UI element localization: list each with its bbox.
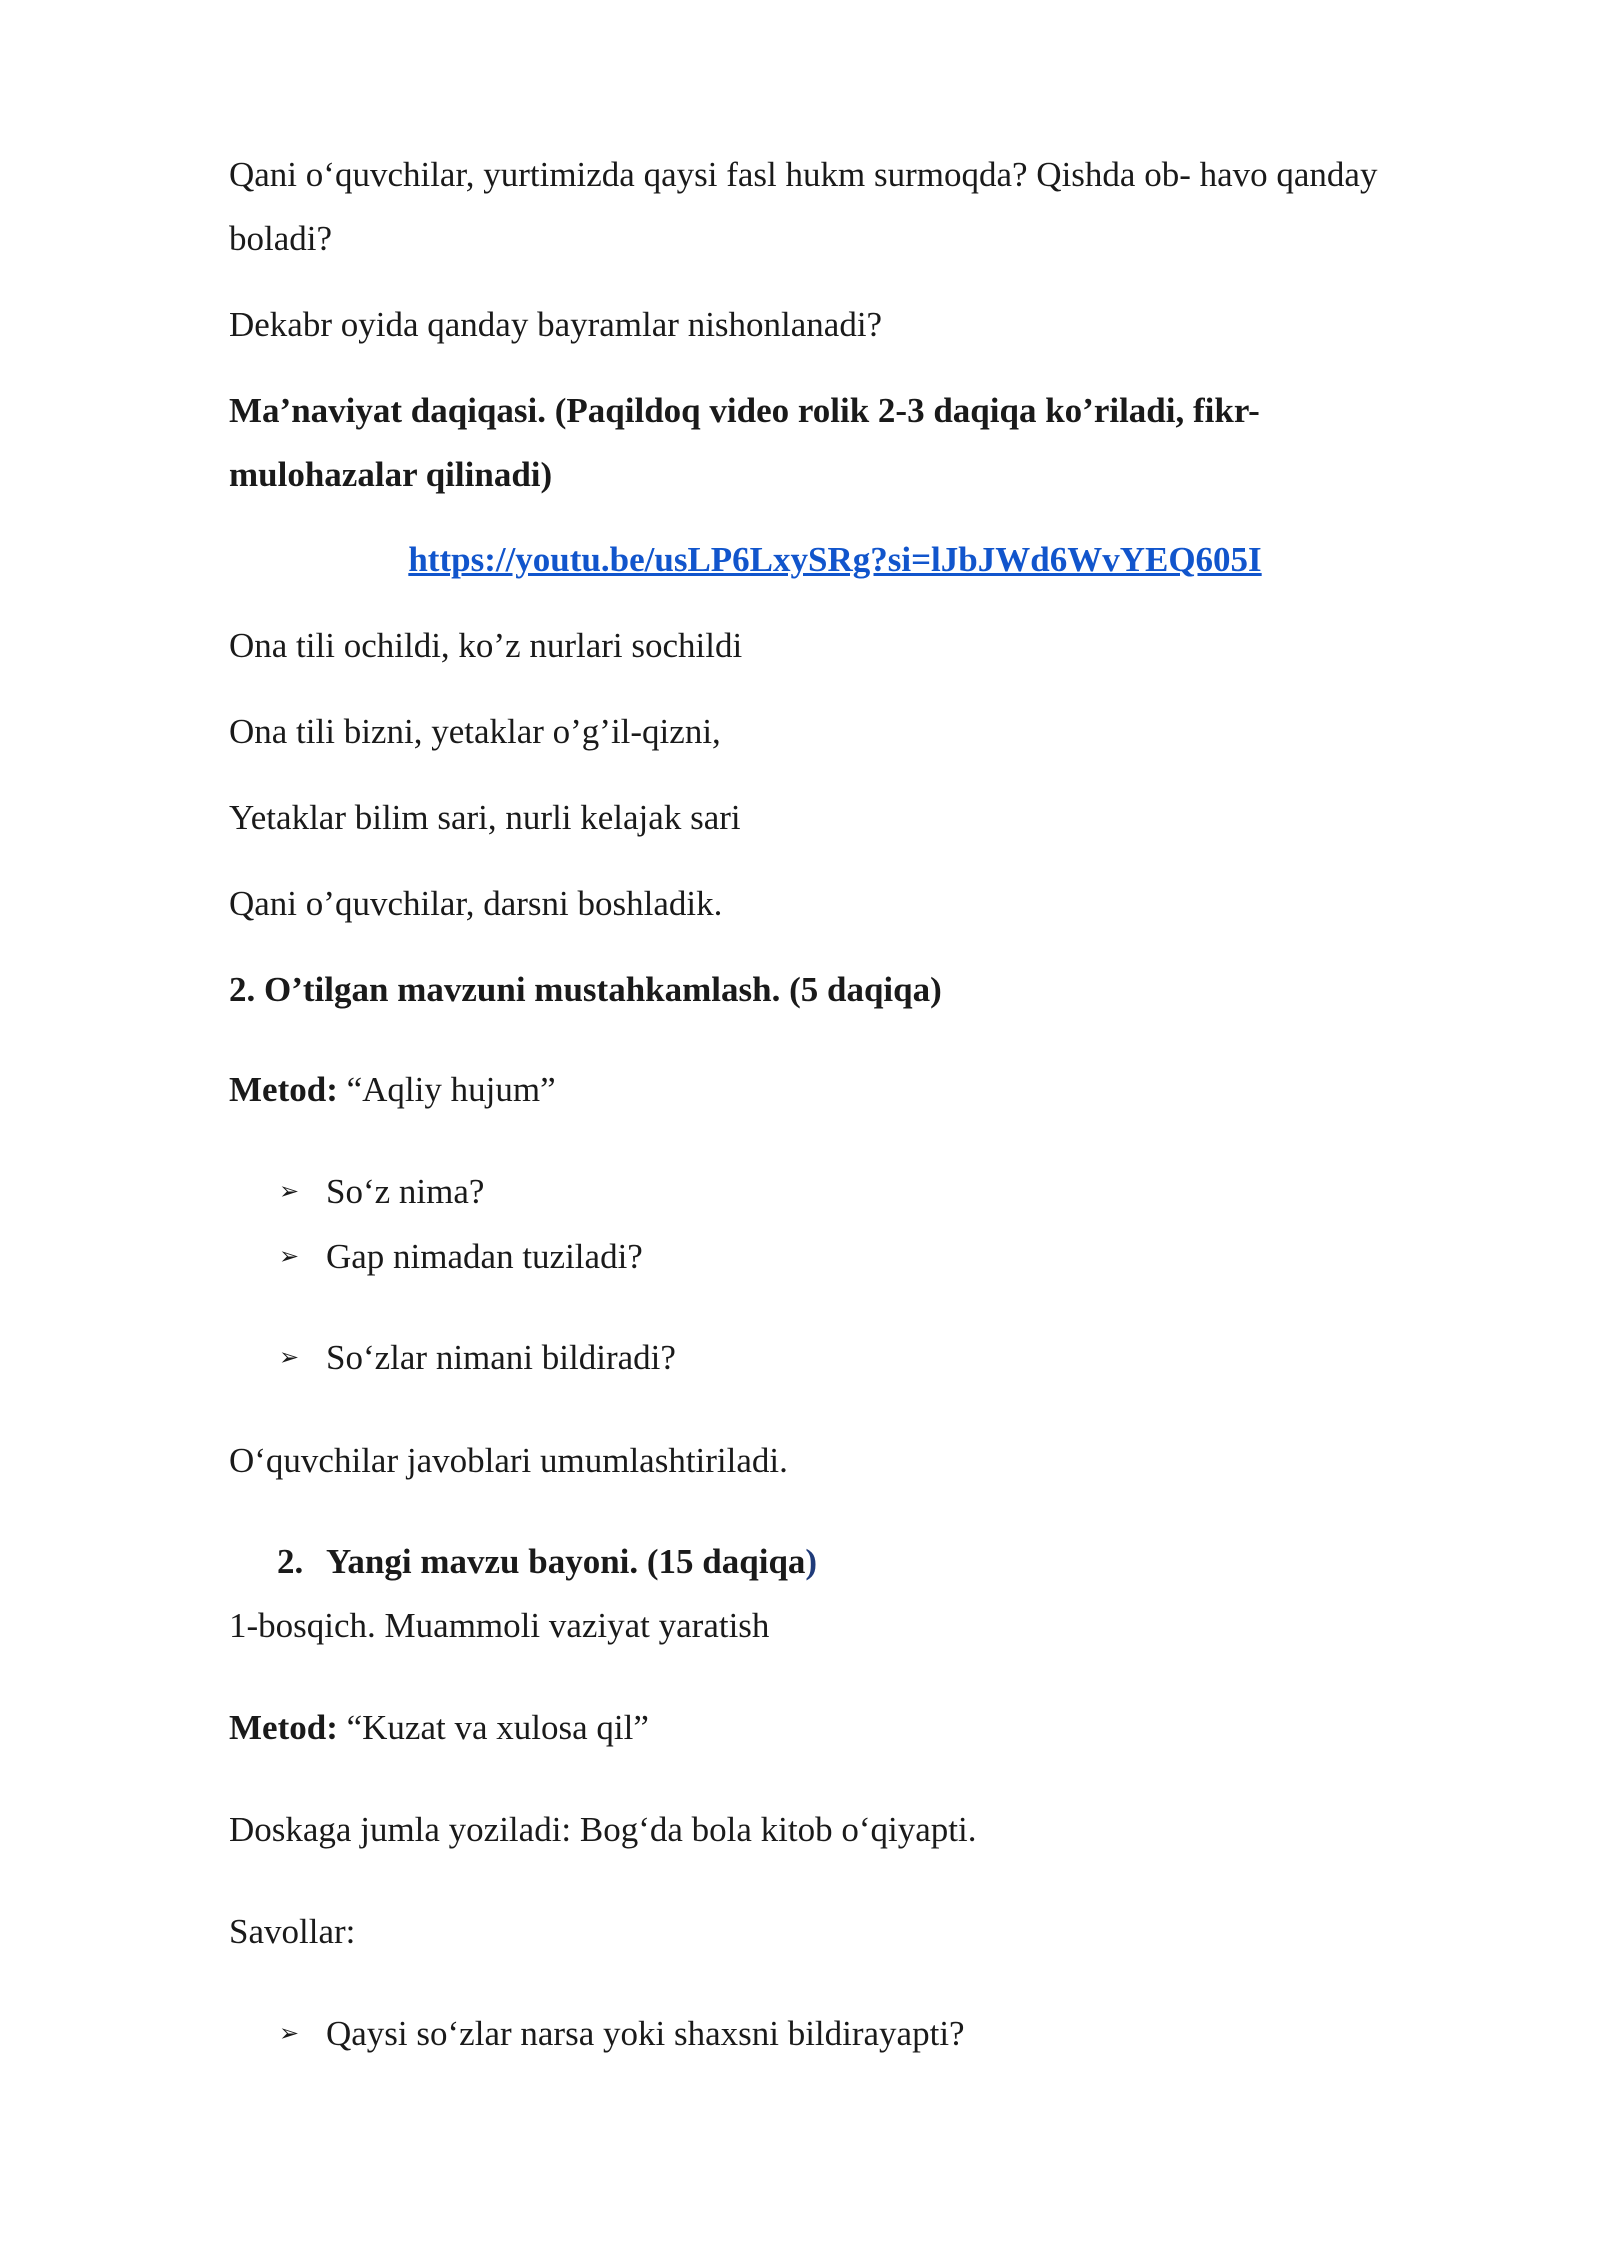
method-2 (229, 1708, 649, 1748)
question-1-3: So‘zlar nimani bildiradi? (326, 1338, 676, 1377)
question-1-1: So‘z nima? (326, 1172, 485, 1211)
bullet-icon: ➢ (279, 2021, 300, 2047)
section-3-close-paren: ) (805, 1542, 818, 1581)
bullet-icon: ➢ (279, 1345, 300, 1371)
section-3-title-text: Yangi mavzu bayoni. (15 daqiqa (326, 1542, 806, 1581)
question-2-1: Qaysi so‘zlar narsa yoki shaxsni bildirayapti? (326, 2014, 965, 2053)
stage-1-text: 1-bosqich. Muammoli vaziyat yaratish (229, 1606, 770, 1645)
section-2-title: 2. O’tilgan mavzuni mustahkamlash. (5 daqiqa) (229, 970, 942, 1009)
section-3-title (326, 1542, 817, 1582)
spirituality-heading-line-1: Ma’naviyat daqiqasi. (Paqildoq video rolik 2-3 daqiqa ko’riladi, fikr- (229, 391, 1260, 430)
poem-line-2: Ona tili bizni, yetaklar o’g’il-qizni, (229, 712, 721, 751)
poem-line-4: Qani o’quvchilar, darsni boshladik. (229, 884, 723, 923)
method-1 (229, 1070, 556, 1110)
holidays-question: Dekabr oyida qanday bayramlar nishonlanadi? (229, 305, 883, 344)
question-1-2: Gap nimadan tuziladi? (326, 1237, 643, 1276)
summary-text: O‘quvchilar javoblari umumlashtiriladi. (229, 1441, 788, 1480)
intro-question-line-2: boladi? (229, 219, 333, 258)
intro-question-line-1: Qani o‘quvchilar, yurtimizda qaysi fasl hukm surmoqda? Qishda ob- havo qanday (229, 155, 1378, 194)
section-3-number: 2. (277, 1542, 304, 1581)
video-link[interactable]: https://youtu.be/usLP6LxySRg?si=lJbJWd6WvYEQ605I (408, 540, 1262, 579)
method-1-value: “Aqliy hujum” (337, 1070, 556, 1109)
method-1-label: Metod: (229, 1070, 338, 1109)
bullet-icon: ➢ (279, 1179, 300, 1205)
board-sentence: Doskaga jumla yoziladi: Bog‘da bola kitob o‘qiyapti. (229, 1810, 977, 1849)
spirituality-heading-line-2: mulohazalar qilinadi) (229, 455, 553, 494)
questions-label: Savollar: (229, 1912, 356, 1951)
method-2-label: Metod: (229, 1708, 338, 1747)
method-2-value: “Kuzat va xulosa qil” (337, 1708, 649, 1747)
poem-line-3: Yetaklar bilim sari, nurli kelajak sari (229, 798, 741, 837)
bullet-icon: ➢ (279, 1244, 300, 1270)
poem-line-1: Ona tili ochildi, ko’z nurlari sochildi (229, 626, 743, 665)
